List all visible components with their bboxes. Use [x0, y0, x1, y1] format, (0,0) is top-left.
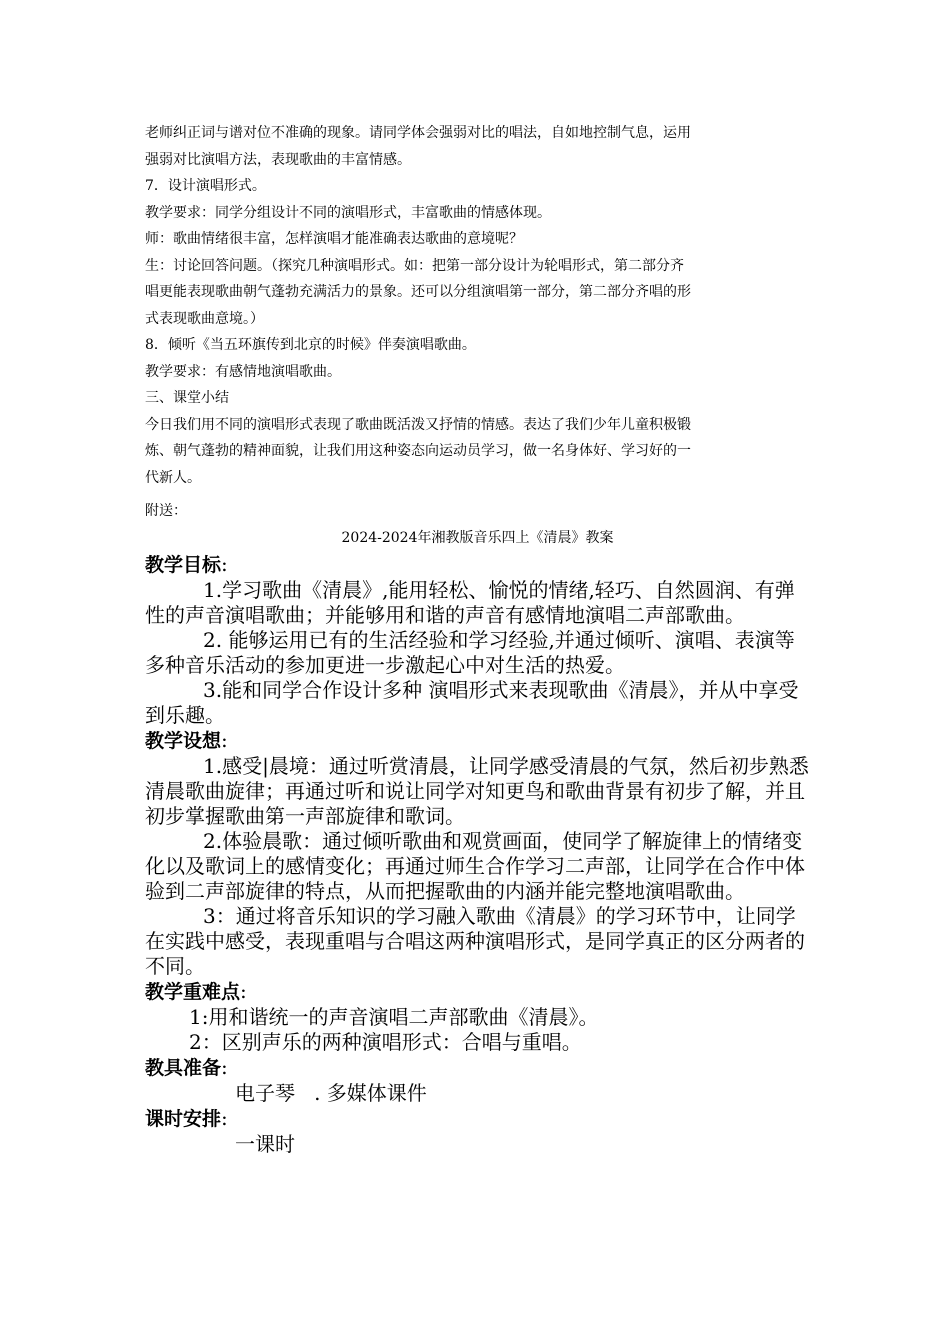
paragraph-line: 老师纠正词与谱对位不准确的现象。请同学体会强弱对比的唱法，自如地控制气息，运用: [145, 125, 691, 141]
tools-item: 电子琴 . 多媒体课件: [235, 1081, 427, 1105]
top-text-block: [145, 120, 810, 491]
document-title: 2024-2024年湘教版音乐四上《清晨》教案: [341, 530, 614, 546]
goal-item: 3.能和同学合作设计多种 演唱形式来表现歌曲《清晨》，并从中享受到乐趣。: [145, 678, 799, 727]
paragraph-line: 三、课堂小结: [145, 390, 229, 406]
paragraph-line: 生：讨论回答问题。（探究几种演唱形式。如：把第一部分设计为轮唱形式，第二部分齐: [145, 257, 684, 274]
section-heading-key-points: 教学重难点:: [145, 979, 247, 1003]
paragraph-line: 式表现歌曲意境。）: [145, 310, 264, 327]
key-point-item: 1:用和谐统一的声音演唱二声部歌曲《清晨》。: [189, 1005, 599, 1029]
section-heading-ideas: 教学设想:: [145, 728, 228, 752]
paragraph-line: 8．倾听《当五环旗传到北京的时候》伴奏演唱歌曲。: [145, 337, 476, 353]
appendix-label: 附送：: [145, 503, 187, 519]
paragraph-line: 教学要求：同学分组设计不同的演唱形式，丰富歌曲的情感体现。: [145, 204, 551, 221]
paragraph-line: 师：歌曲情绪很丰富，怎样演唱才能准确表达歌曲的意境呢？: [145, 231, 523, 247]
schedule-item: 一课时: [235, 1132, 295, 1156]
section-heading-schedule: 课时安排:: [145, 1106, 228, 1130]
paragraph-line: 代新人。: [145, 469, 201, 486]
section-heading-goals: 教学目标:: [145, 552, 228, 576]
paragraph-line: 7．设计演唱形式。: [145, 178, 266, 194]
key-point-item: 2：区别声乐的两种演唱形式：合唱与重唱。: [189, 1030, 582, 1054]
goal-item: 1.学习歌曲《清晨》,能用轻松、愉悦的情绪,轻巧、自然圆润、有弹性的声音演唱歌曲；并能够用和谐的声音有感情地演唱二声部歌曲。: [145, 578, 795, 627]
lesson-plan-body: [145, 552, 810, 1157]
paragraph-line: 炼、朝气蓬勃的精神面貌，让我们用这种姿态向运动员学习，做一名身体好、学习好的一: [145, 443, 691, 459]
paragraph-line: 强弱对比演唱方法，表现歌曲的丰富情感。: [145, 151, 411, 168]
idea-item: 1.感受|晨境：通过听赏清晨，让同学感受清晨的气氛，然后初步熟悉清晨歌曲旋律；再通过听和说让同学对知更鸟和歌曲背景有初步了解，并且初步掌握歌曲第一声部旋律和歌词。: [145, 754, 809, 828]
paragraph-line: 唱更能表现歌曲朝气蓬勃充满活力的景象。还可以分组演唱第一部分，第二部分齐唱的形: [145, 284, 691, 300]
paragraph-line: 今日我们用不同的演唱形式表现了歌曲既活泼又抒情的情感。表达了我们少年儿童积极锻: [145, 416, 691, 433]
idea-item: 2.体验晨歌：通过倾听歌曲和观赏画面，使同学了解旋律上的情绪变化以及歌词上的感情变化；再通过师生合作学习二声部，让同学在合作中体验到二声部旋律的特点，从而把握歌曲的内涵并能完整地演唱歌曲。: [145, 829, 805, 903]
section-heading-tools: 教具准备:: [145, 1055, 228, 1079]
idea-item: 3：通过将音乐知识的学习融入歌曲《清晨》的学习环节中，让同学在实践中感受，表现重唱与合唱这两种演唱形式，是同学真正的区分两者的不同。: [145, 904, 805, 978]
goal-item: 2. 能够运用已有的生活经验和学习经验,并通过倾听、演唱、表演等多种音乐活动的参加更进一步激起心中对生活的热爱。: [145, 628, 795, 677]
paragraph-line: 教学要求：有感情地演唱歌曲。: [145, 363, 341, 380]
